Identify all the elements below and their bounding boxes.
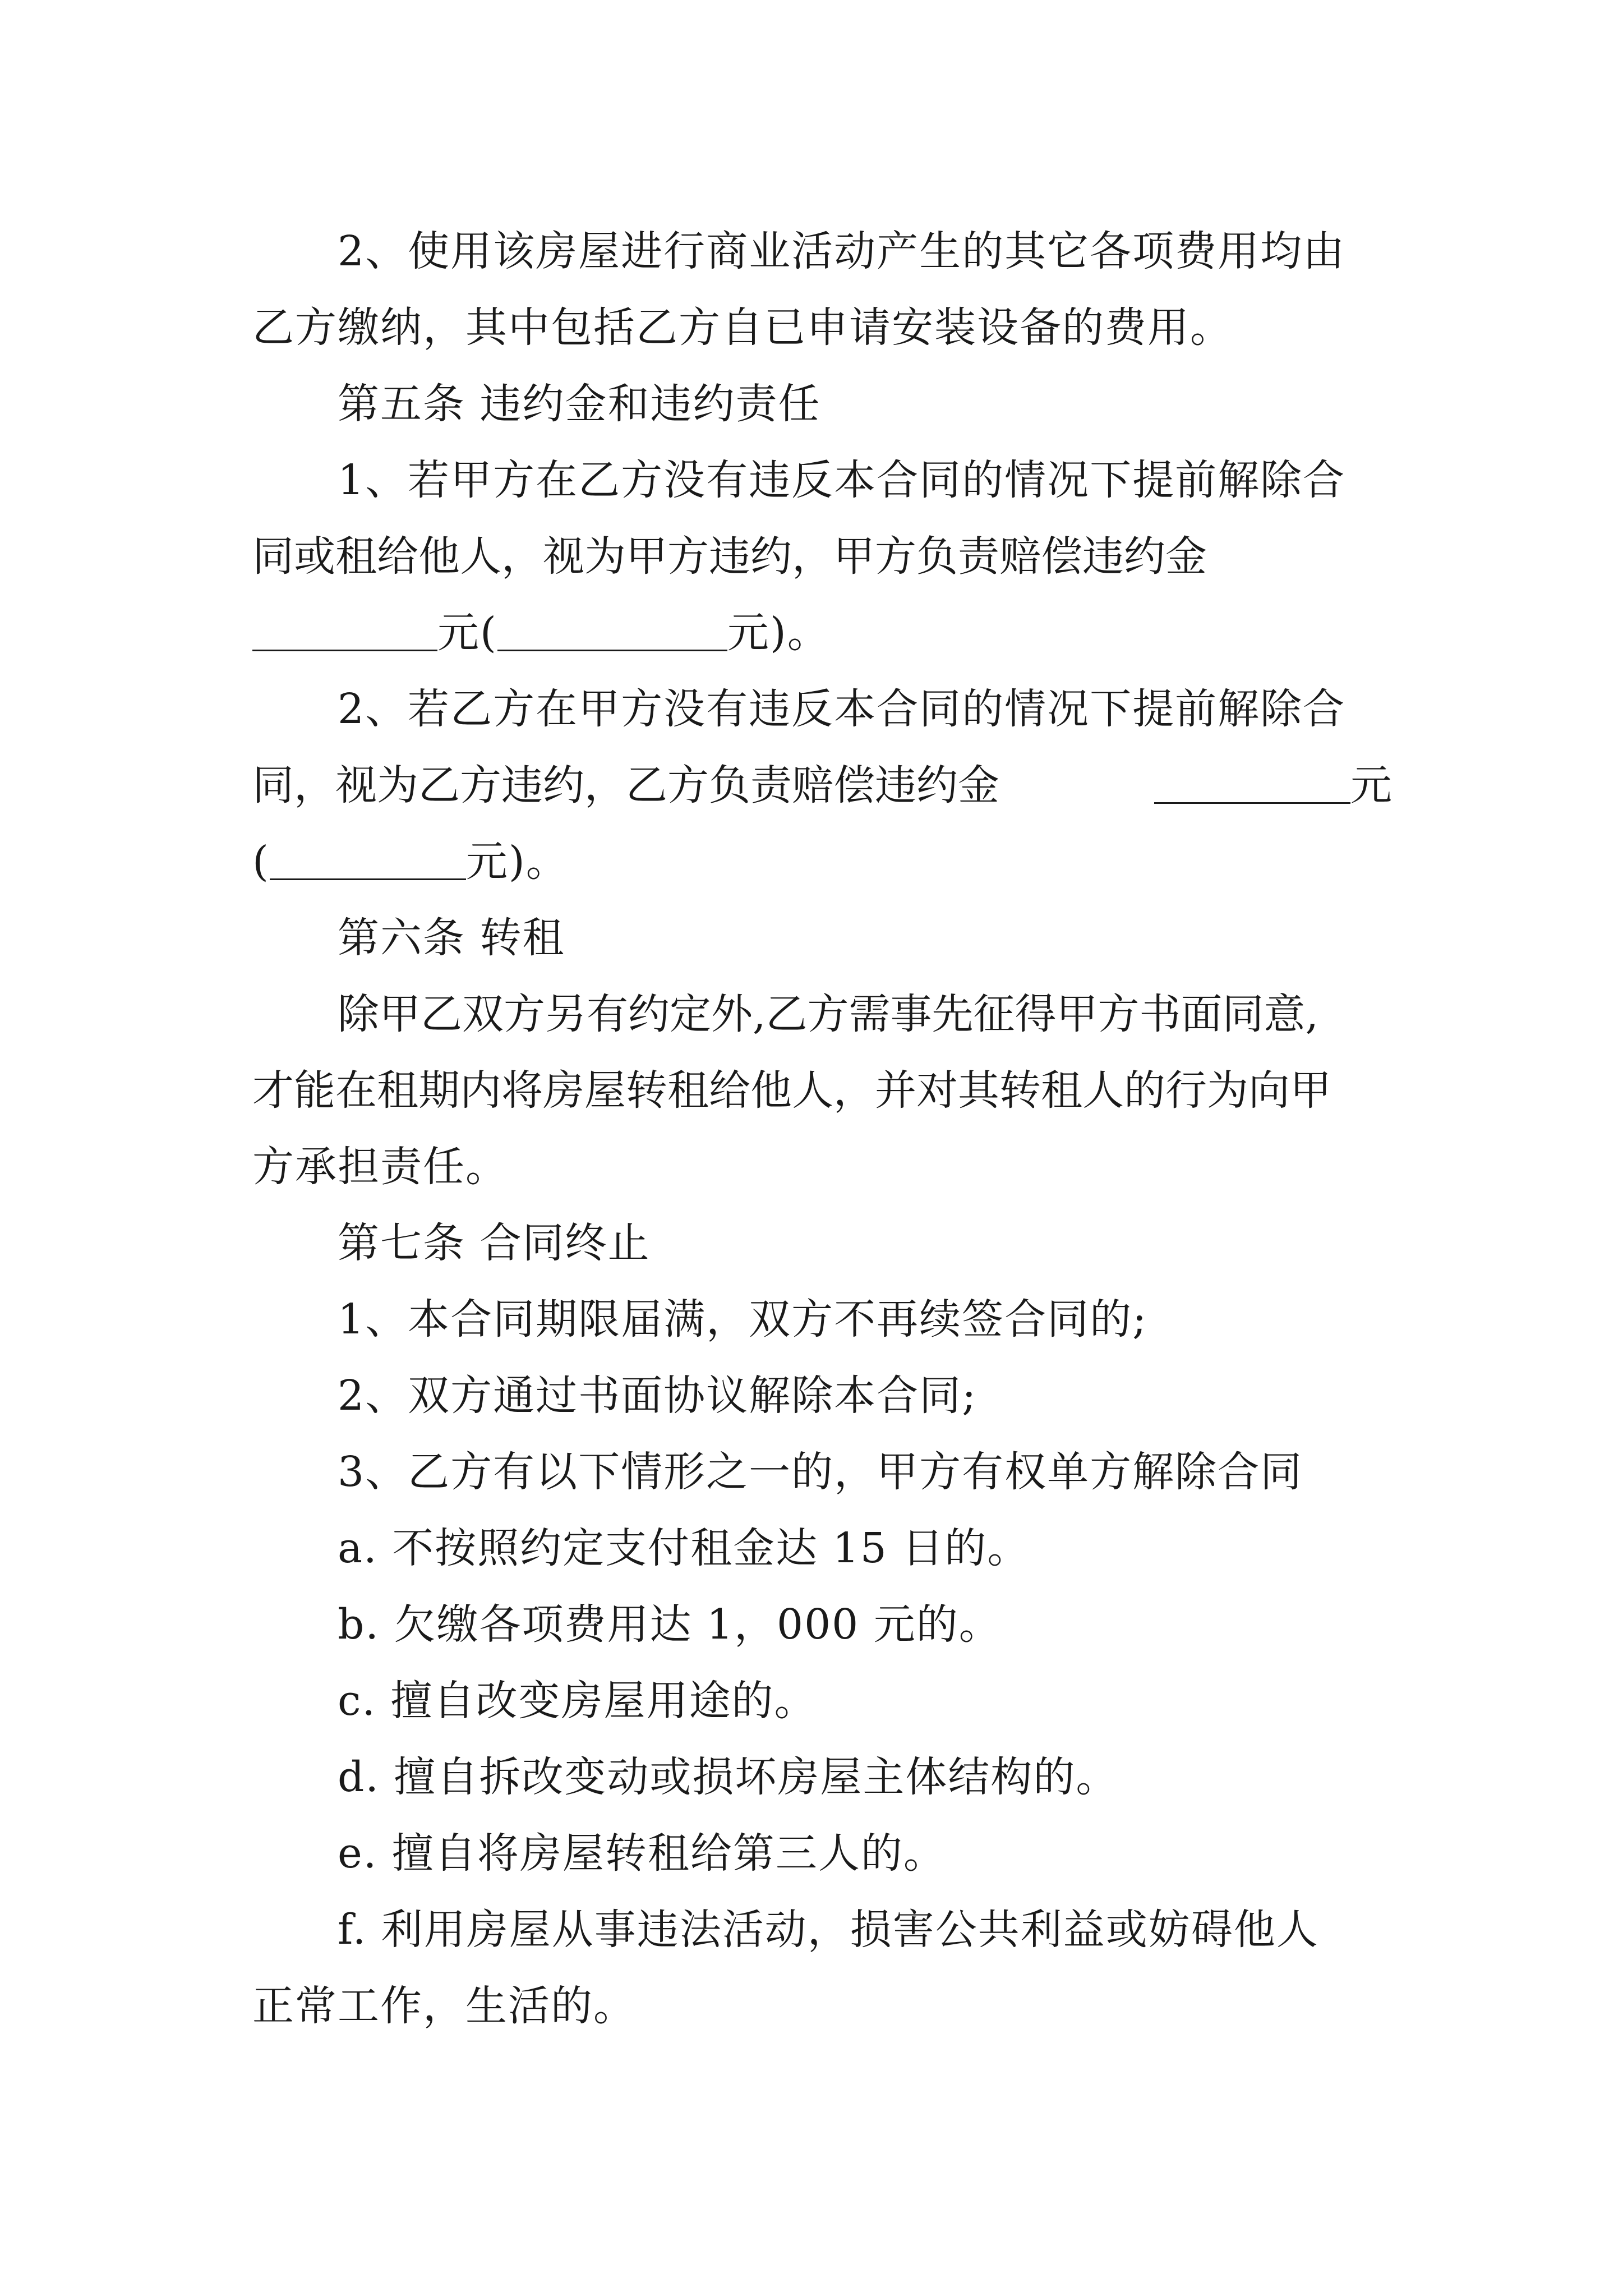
clause-4-2-line-1: 2、使用该房屋进行商业活动产生的其它各项费用均由 — [338, 227, 1346, 275]
article-7-heading: 第七条 合同终止 — [338, 1219, 651, 1267]
article-6-line-2: 才能在租期内将房屋转租给他人，并对其转租人的行为向甲 — [252, 1066, 1331, 1115]
penalty-amount-words-blank[interactable] — [497, 608, 727, 651]
termination-item-2: 2、双方通过书面协议解除本合同; — [338, 1372, 978, 1420]
article-6-line-1: 除甲乙双方另有约定外,乙方需事先征得甲方书面同意, — [338, 990, 1319, 1038]
clause-5-2-line-2-text: 同，视为乙方违约，乙方负责赔偿违约金 — [252, 761, 999, 809]
clause-5-1-line-1: 1、若甲方在乙方没有违反本合同的情况下提前解除合 — [338, 456, 1346, 504]
clause-5-1-line-3 — [252, 595, 1392, 671]
article-5-heading: 第五条 违约金和违约责任 — [338, 380, 821, 428]
termination-item-b: b. 欠缴各项费用达 1，000 元的。 — [338, 1600, 1002, 1649]
yuan-close-paren: 元)。 — [465, 838, 569, 886]
clause-5-1-line-2-text: 同或租给他人，视为甲方违约，甲方负责赔偿违约金 — [252, 532, 1207, 581]
open-paren: ( — [252, 838, 270, 886]
clause-5-2-line-2 — [252, 747, 1392, 823]
clause-5-1-line-2 — [252, 518, 1392, 595]
article-6-heading: 第六条 转租 — [338, 914, 565, 962]
clause-5-2-line-3 — [252, 823, 1392, 900]
clause-4-2-line-2: 乙方缴纳，其中包括乙方自已申请安装设备的费用。 — [252, 303, 1233, 352]
termination-item-1: 1、本合同期限届满，双方不再续签合同的; — [338, 1295, 1148, 1343]
yuan-open-paren: 元( — [437, 609, 497, 657]
termination-item-3: 3、乙方有以下情形之一的，甲方有权单方解除合同 — [338, 1448, 1303, 1496]
document-page — [252, 213, 1392, 2044]
termination-item-a: a. 不按照约定支付租金达 15 日的。 — [338, 1524, 1030, 1572]
clause-5-2-line-2-tail — [1154, 747, 1392, 823]
termination-item-c: c. 擅自改变房屋用途的。 — [338, 1677, 817, 1725]
article-6-line-3: 方承担责任。 — [252, 1143, 508, 1191]
termination-item-e: e. 擅自将房屋转租给第三人的。 — [338, 1829, 946, 1878]
termination-item-d: d. 擅自拆改变动或损坏房屋主体结构的。 — [338, 1753, 1119, 1801]
tenant-penalty-words-blank[interactable] — [270, 837, 466, 880]
yuan-close-paren: 元)。 — [727, 609, 830, 657]
termination-item-f-line-1: f. 利用房屋从事违法活动，损害公共利益或妨碍他人 — [338, 1906, 1319, 1954]
clause-5-2-line-1: 2、若乙方在甲方没有违反本合同的情况下提前解除合 — [338, 685, 1346, 733]
termination-item-f-line-2: 正常工作，生活的。 — [252, 1982, 636, 2030]
penalty-amount-blank[interactable] — [252, 608, 437, 651]
tenant-penalty-blank[interactable] — [1154, 761, 1350, 804]
yuan-label: 元 — [1350, 761, 1392, 809]
